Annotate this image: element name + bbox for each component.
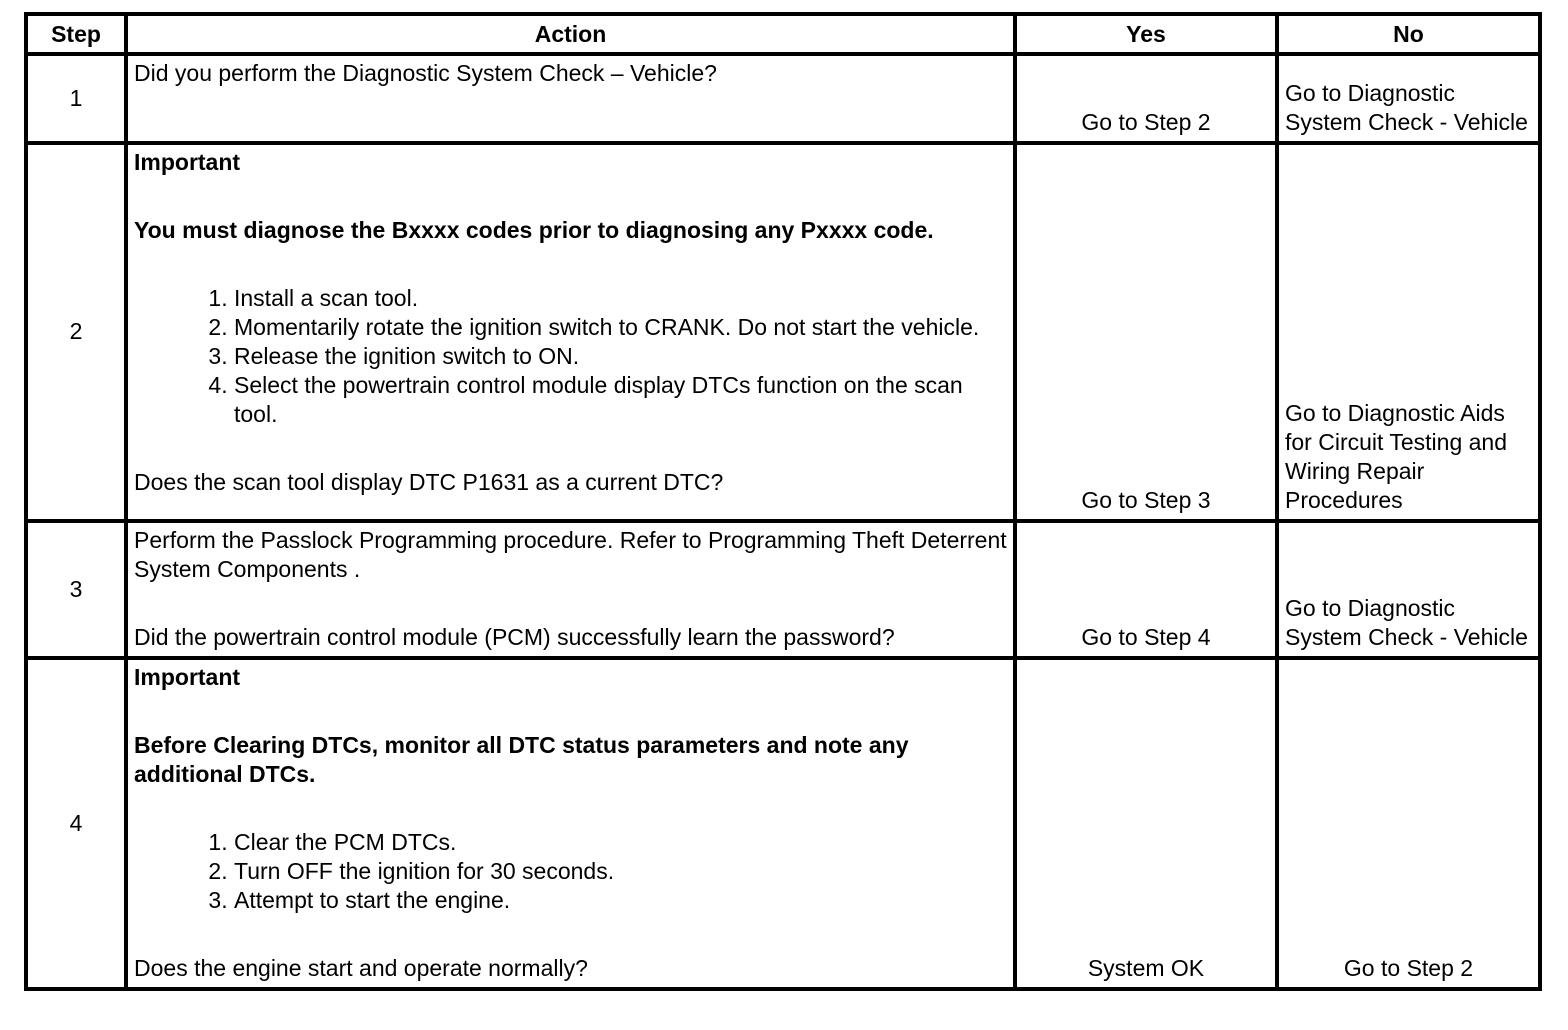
yes-result: System OK	[1015, 658, 1277, 989]
action-question: Does the scan tool display DTC P1631 as a current DTC?	[134, 469, 724, 495]
action-cell	[126, 143, 1015, 521]
step-number: 2	[26, 143, 126, 521]
yes-result: Go to Step 4	[1015, 521, 1277, 658]
no-result: Go to Diagnostic System Check - Vehicle	[1277, 521, 1540, 658]
substep-item: 2. Momentarily rotate the ignition switch to CRANK. Do not start the vehicle.	[234, 313, 1007, 342]
important-note: Before Clearing DTCs, monitor all DTC status parameters and note any additional DTCs.	[134, 732, 909, 787]
substep-item: 1. Clear the PCM DTCs.	[234, 828, 1007, 857]
substep-item: 2. Turn OFF the ignition for 30 seconds.	[234, 857, 1007, 886]
substep-item: 1. Install a scan tool.	[234, 284, 1007, 313]
no-result: Go to Step 2	[1277, 658, 1540, 989]
no-result: Go to Diagnostic System Check - Vehicle	[1277, 54, 1540, 143]
important-note: You must diagnose the Bxxxx codes prior to diagnosing any Pxxxx code.	[134, 217, 934, 243]
action-cell	[126, 54, 1015, 143]
action-question: Did the powertrain control module (PCM) successfully learn the password?	[134, 624, 895, 650]
substep-list	[134, 284, 1007, 429]
table-row	[26, 521, 1540, 658]
yes-result: Go to Step 3	[1015, 143, 1277, 521]
header-yes: Yes	[1015, 14, 1277, 54]
action-cell	[126, 521, 1015, 658]
table-row	[26, 658, 1540, 989]
step-number: 4	[26, 658, 126, 989]
substep-item: 3. Attempt to start the engine.	[234, 886, 1007, 915]
diagnostic-table	[24, 12, 1542, 991]
important-label: Important	[134, 664, 241, 690]
important-label: Important	[134, 149, 241, 175]
no-result: Go to Diagnostic Aids for Circuit Testing and Wiring Repair Procedures	[1277, 143, 1540, 521]
step-number: 3	[26, 521, 126, 658]
action-cell	[126, 658, 1015, 989]
header-step: Step	[26, 14, 126, 54]
substep-item: 3. Release the ignition switch to ON.	[234, 342, 1007, 371]
table-row	[26, 54, 1540, 143]
step-number: 1	[26, 54, 126, 143]
substep-list	[134, 828, 1007, 915]
substep-item: 4. Select the powertrain control module display DTCs function on the scan tool.	[234, 371, 1007, 429]
header-no: No	[1277, 14, 1540, 54]
header-action: Action	[126, 14, 1015, 54]
action-question: Did you perform the Diagnostic System Check – Vehicle?	[134, 60, 717, 86]
action-instruction: Perform the Passlock Programming procedure. Refer to Programming Theft Deterrent System Components .	[134, 527, 1007, 582]
table-header-row	[26, 14, 1540, 54]
yes-result: Go to Step 2	[1015, 54, 1277, 143]
table-row	[26, 143, 1540, 521]
action-question: Does the engine start and operate normally?	[134, 955, 588, 981]
